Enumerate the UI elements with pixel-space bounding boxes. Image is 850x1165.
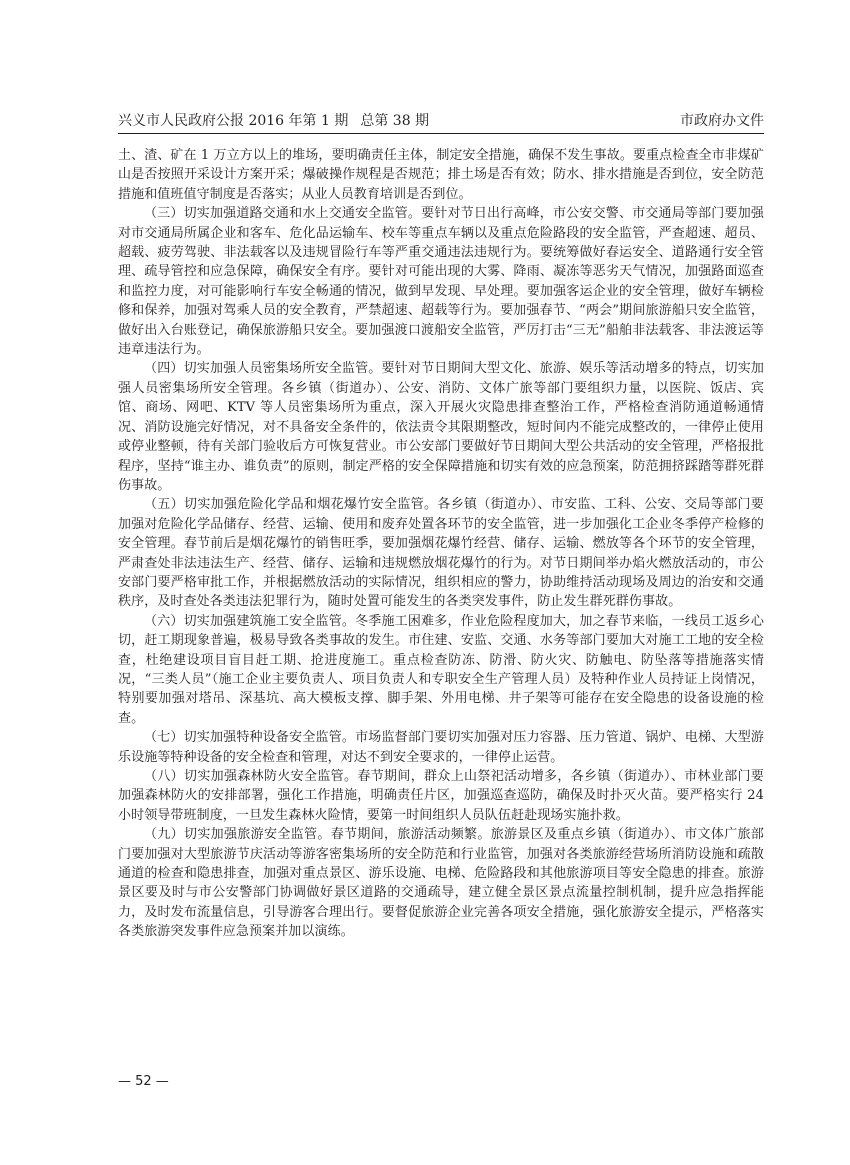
issue-number: 总第 38 期 [360, 113, 430, 129]
document-category: 市政府办文件 [680, 113, 764, 129]
section-heading: （七）切实加强特种设备安全监管。 [144, 730, 356, 746]
paragraph-text: 土、渣、矿在 1 万立方以上的堆场，要明确责任主体，制定安全措施，确保不发生事故。要重点检查全市非煤矿山是否按照开采设计方案开采；爆破操作规程是否规范；排土场是否有效；防水、排水措施是否到位，安全防范措施和值班值守制度是否落实；从业人员教育培训是否到位。 [118, 148, 764, 202]
paragraph-text: 要针对节日期间大型文化、旅游、娱乐等活动增多的特点，切实加强人员密集场所安全管理。各乡镇（街道办）、公安、消防、文体广旅等部门要组织力量，以医院、饭店、宾馆、商场、网吧、KTV 等人员密集场所为重点，深入开展火灾隐患排查整治工作，严格检查消防通道畅通情况、消防设施完好情况，对不具备安全条件的，依法责令其限期整改，短时间内不能完成整改的，一律停止使用或停业整顿，待有关部门验收后方可恢复营业。市公安部门要做好节日期间大型公共活动的安全管理，严格报批程序，坚持“谁主办、谁负责”的原则，制定严格的安全保障措施和切实有效的应急预案，防范拥挤踩踏等群死群伤事故。 [118, 361, 764, 493]
paragraph-tourism [118, 825, 764, 941]
section-heading: （六）切实加强建筑施工安全监管。 [144, 613, 356, 629]
paragraph-road-traffic [118, 204, 764, 359]
paragraph-text: 要针对节日出行高峰，市公安交警、市交通局等部门要加强对市交通局所属企业和客车、危化品运输车、校车等重点车辆以及重点危险路段的安全监管，严查超速、超员、超载、疲劳驾驶、非法载客以及违规冒险行车等严重交通违法违规行为。要统筹做好春运安全、道路通行安全管理、疏导管控和应急保障，确保安全有序。要针对可能出现的大雾、降雨、凝冻等恶劣天气情况，加强路面巡查和监控力度，对可能影响行车安全畅通的情况，做到早发现、早处理。要加强客运企业的安全管理，做好车辆检修和保养，加强对驾乘人员的安全教育，严禁超速、超载等行为。要加强春节、“两会”期间旅游船只安全监管，做好出入台账登记，确保旅游船只安全。要加强渡口渡船安全监管，严厉打击“三无”船舶非法载客、非法渡运等违章违法行为。 [118, 206, 764, 358]
section-heading: （三）切实加强道路交通和水上交通安全监管。 [144, 206, 422, 222]
paragraph-forest-fire [118, 767, 764, 825]
page-header [118, 104, 764, 134]
paragraph-text: 春节期间，旅游活动频繁。旅游景区及重点乡镇（街道办）、市文体广旅部门要加强对大型旅游节庆活动等游客密集场所的安全防范和行业监管，加强对各类旅游经营场所消防设施和疏散通道的检查和隐患排查，加强对重点景区、游乐设施、电梯、危险路段和其他旅游项目等安全隐患的排查。旅游景区要及时与市公安警部门协调做好景区道路的交通疏导，建立健全景区景点流量控制机制，提升应急指挥能力，及时发布流量信息，引导游客合理出行。要督促旅游企业完善各项安全措施，强化旅游安全提示，严格落实各类旅游突发事件应急预案并加以演练。 [118, 827, 764, 940]
paragraph-text: 冬季施工困难多，作业危险程度加大，加之春节来临，一线员工返乡心切，赶工期现象普遍，极易导致各类事故的发生。市住建、安监、交通、水务等部门要加大对施工工地的安全检查，杜绝建设项目盲目赶工期、抢进度施工。重点检查防冻、防滑、防火灾、防触电、防坠落等措施落实情况，“三类人员”（施工企业主要负责人、项目负责人和专职安全生产管理人员）及特种作业人员持证上岗情况，特别要加强对塔吊、深基坑、高大模板支撑、脚手架、外用电梯、井子架等可能存在安全隐患的设备设施的检查。 [118, 613, 764, 726]
paragraph-crowded-places [118, 359, 764, 495]
paragraph-text: 市场监督部门要切实加强对压力容器、压力管道、锅炉、电梯、大型游乐设施等特种设备的安全检查和管理，对达不到安全要求的，一律停止运营。 [118, 730, 764, 765]
section-heading: （五）切实加强危险化学品和烟花爆竹安全监管。 [144, 497, 438, 513]
paragraph-hazardous-chemicals [118, 495, 764, 611]
document-body [118, 146, 764, 942]
page-number: — 52 — [118, 1074, 169, 1089]
paragraph-construction [118, 612, 764, 728]
header-left [118, 112, 429, 130]
paragraph-continued [118, 146, 764, 204]
section-heading: （八）切实加强森林防火安全监管。 [144, 769, 358, 784]
paragraph-text: 各乡镇（街道办）、市安监、工科、公安、交局等部门要加强对危险化学品储存、经营、运输、使用和废弃处置各环节的安全监管，进一步加强化工企业冬季停产检修的安全管理。春节前后是烟花爆竹的销售旺季，要加强烟花爆竹经营、储存、运输、燃放等各个环节的安全管理，严肃查处非法违法生产、经营、储存、运输和违规燃放烟花爆竹的行为。对节日期间举办焰火燃放活动的，市公安部门要严格审批工作，并根据燃放活动的实际情况，组织相应的警力，协助维持活动现场及周边的治安和交通秩序，及时查处各类违法犯罪行为，随时处置可能发生的各类突发事件，防止发生群死群伤事故。 [118, 497, 764, 610]
journal-title: 兴义市人民政府公报 2016 年第 1 期 [118, 113, 349, 129]
paragraph-special-equipment [118, 728, 764, 767]
section-heading: （四）切实加强人员密集场所安全监管。 [144, 361, 382, 377]
section-heading: （九）切实加强旅游安全监管。 [144, 827, 331, 843]
paragraph-text: 春节期间，群众上山祭祀活动增多，各乡镇（街道办）、市林业部门要加强森林防火的安排部署，强化工作措施，明确责任片区，加强巡查巡防，确保及时扑灭火苗。要严格实行 24 小时领导带班制度，一旦发生森林火险情，要第一时间组织人员队伍赶赴现场实施扑救。 [118, 769, 764, 823]
